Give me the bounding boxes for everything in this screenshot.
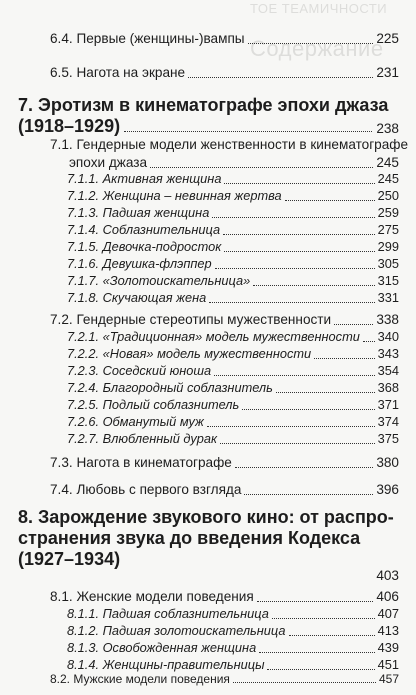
toc-entry-7-1-1 [67,171,399,187]
toc-entry-title: 6.4. Первые (женщины-)вампы [50,31,245,46]
toc-entry-title: Падшая золотоискательница [102,623,286,638]
toc-entry-title: Скучающая жена [102,290,207,305]
toc-page-number: 275 [377,222,399,237]
faded-header-line1: ТОЕ ТЕАМИЧНОСТИ [250,1,388,16]
toc-entry-title: Подлый соблазнитель [102,397,240,412]
toc-page-number: 406 [376,589,399,604]
leader-dots [224,182,374,184]
toc-page-number: 340 [377,329,399,344]
toc-page-number: 407 [377,606,399,621]
toc-entry-7-1-8 [67,290,399,306]
toc-page-number: 368 [377,380,399,395]
leader-dots [150,166,373,168]
chapter-7-title-line2 [18,115,399,137]
toc-page-number: 315 [377,273,399,288]
toc-page-number: 439 [377,640,399,655]
toc-entry-7-1-3 [67,205,399,221]
toc-page-number: 343 [377,346,399,361]
toc-entry-title: 7.3. Нагота в кинематографе [50,455,232,470]
toc-entry-8-1-2 [67,623,399,639]
toc-entry-title: Падшая женщина [102,205,210,220]
toc-entry-number: 7.2.6. [67,414,100,429]
toc-entry-title: Девушка-флэппер [102,256,212,271]
toc-entry-title: «Новая» модель мужественности [102,346,312,361]
toc-page-number: 374 [377,414,399,429]
leader-dots [214,374,374,376]
leader-dots [289,634,375,636]
leader-dots [276,391,375,393]
leader-dots [220,442,375,444]
toc-entry-title: Освобожденная женщина [102,640,257,655]
toc-entry-title: 8.1. Женские модели поведения [50,589,254,604]
leader-dots [235,466,373,468]
leader-dots [224,250,374,252]
toc-entry-title: 7.2. Гендерные стереотипы мужественности [50,312,332,327]
toc-entry-7-1-line1: 7.1. Гендерные модели женственности в кинематографе [50,137,409,152]
leader-dots [267,668,374,670]
toc-page-number: 238 [376,121,399,136]
toc-page-number: 245 [376,155,399,170]
toc-entry-7-3 [50,455,399,471]
toc-entry-7-1-6 [67,256,399,272]
toc-entry-number: 7.2.4. [67,380,100,395]
toc-entry-7-2 [50,312,399,328]
leader-dots [215,267,375,269]
toc-entry-title: Активная женщина [102,171,222,186]
toc-entry-7-2-5 [67,397,399,413]
faded-header-line2: Содержание [250,36,384,61]
leader-dots [124,131,372,132]
toc-page-number: 250 [377,188,399,203]
toc-entry-title [103,680,161,695]
toc-entry-8-1-3 [67,640,399,656]
toc-entry-title: Соседский юноша [102,363,212,378]
toc-entry-title: Влюбленный дурак [102,431,217,446]
toc-entry-7-2-6 [67,414,399,430]
toc-entry-number: 7.1.7. [67,273,100,288]
toc-entry-7-1 [50,155,399,171]
leader-dots [209,301,374,303]
toc-page-number: 457 [378,672,399,686]
leader-dots [212,216,374,218]
toc-entry-7-4 [50,482,399,498]
toc-entry-title: Женщины-правительницы [102,657,265,672]
toc-entry-7-1-2 [67,188,399,204]
leader-dots [164,686,375,688]
leader-dots [334,323,373,325]
toc-entry-8-1-1 [67,606,399,622]
chapter-8-page [50,568,399,584]
leader-dots [272,617,375,619]
toc-page-number: 396 [376,482,399,497]
toc-entry-number: 7.1.2. [67,188,100,203]
chapter-8-title-line1: 8. Зарождение звукового кино: от распро- [18,507,394,527]
leader-dots [223,233,375,235]
toc-entry-number [67,680,99,695]
toc-entry-title: эпохи джаза [69,155,148,170]
toc-page-number: 245 [377,171,399,186]
toc-entry-8-1-4 [67,657,399,673]
leader-dots [193,681,375,683]
toc-entry-title: (1918–1929) [18,116,121,136]
toc-entry-number: 7.2.7. [67,431,100,446]
toc-entry-number: 8.1.1. [67,606,100,621]
toc-entry-title: Падшая соблазнительница [102,606,269,621]
leader-dots [248,42,374,44]
toc-entry-number: 7.1.3. [67,205,100,220]
toc-entry-number: 7.2.3. [67,363,100,378]
toc-entry-number: 7.2.2. [67,346,100,361]
toc-entry-title: «Традиционная» модель мужественности [102,329,360,344]
toc-page-number: 259 [377,205,399,220]
toc-entry-7-2-1 [67,329,399,345]
toc-page-number: 403 [376,568,399,583]
toc-entry-number: 7.1.6. [67,256,100,271]
toc-entry-7-2-7 [67,431,399,447]
toc-entry-number: 7.1.4. [67,222,100,237]
toc-entry-7-1-5 [67,239,399,255]
leader-dots [257,600,374,602]
leader-dots [259,651,374,653]
toc-page-number: 375 [377,431,399,446]
toc-entry-title: Благородный соблазнитель [102,380,273,395]
toc-entry-number: 7.2.5. [67,397,100,412]
toc-entry-6-4 [50,31,399,47]
toc-entry-number: 8.1.3. [67,640,100,655]
toc-page-number: 231 [376,65,399,80]
toc-entry-7-2-2 [67,346,399,362]
toc-entry-number: 8.1.2. [67,623,100,638]
toc-page-number [378,685,399,691]
toc-page-number: 380 [376,455,399,470]
toc-entry-6-5 [50,65,399,81]
toc-page-number: 371 [377,397,399,412]
toc-entry-title: 6.5. Нагота на экране [50,65,186,80]
toc-page-number: 331 [377,290,399,305]
toc-entry-8-1 [50,589,399,605]
leader-dots [242,408,374,410]
leader-gap [124,564,395,565]
leader-dots [188,76,373,78]
chapter-7-title-line1: 7. Эротизм в кинематографе эпохи джаза [18,95,389,115]
toc-entry-title: 8.2. Мужские модели поведения [50,672,230,686]
leader-dots [314,357,374,359]
toc-page-number: 451 [377,657,399,672]
leader-dots [207,425,375,427]
chapter-8-title-line3 [18,548,399,570]
toc-entry-title: Девочка-подросток [102,239,222,254]
leader-dots [363,340,375,342]
toc-page-number: 299 [377,239,399,254]
toc-page-number: 225 [376,31,399,46]
toc-entry-title: Обманутый муж [102,414,204,429]
toc-entry-title: (1927–1934) [18,549,121,569]
toc-entry-number: 7.1.8. [67,290,100,305]
toc-page-number: 413 [377,623,399,638]
toc-entry-title: Женщина – невинная жертва [102,188,282,203]
leader-dots [285,199,375,201]
toc-entry-7-1-7 [67,273,399,289]
leader-dots [253,284,374,286]
chapter-8-title-line2: странения звука до введения Кодекса [18,528,361,548]
toc-page-number: 338 [376,312,399,327]
toc-entry-title: 7.4. Любовь с первого взгляда [50,482,242,497]
toc-entry-7-2-4 [67,380,399,396]
toc-entry-title: «Золотоискательница» [102,273,251,288]
toc-entry-title: Соблазнительница [102,222,221,237]
toc-entry-number: 7.2.1. [67,329,100,344]
toc-entry-7-2-3 [67,363,399,379]
toc-page-number: 305 [377,256,399,271]
leader-dots [244,493,373,495]
toc-page-number: 354 [377,363,399,378]
toc-entry-number: 7.1.5. [67,239,100,254]
toc-entry-7-1-4 [67,222,399,238]
toc-entry-number: 8.1.4. [67,657,100,672]
toc-entry-number: 7.1.1. [67,171,100,186]
